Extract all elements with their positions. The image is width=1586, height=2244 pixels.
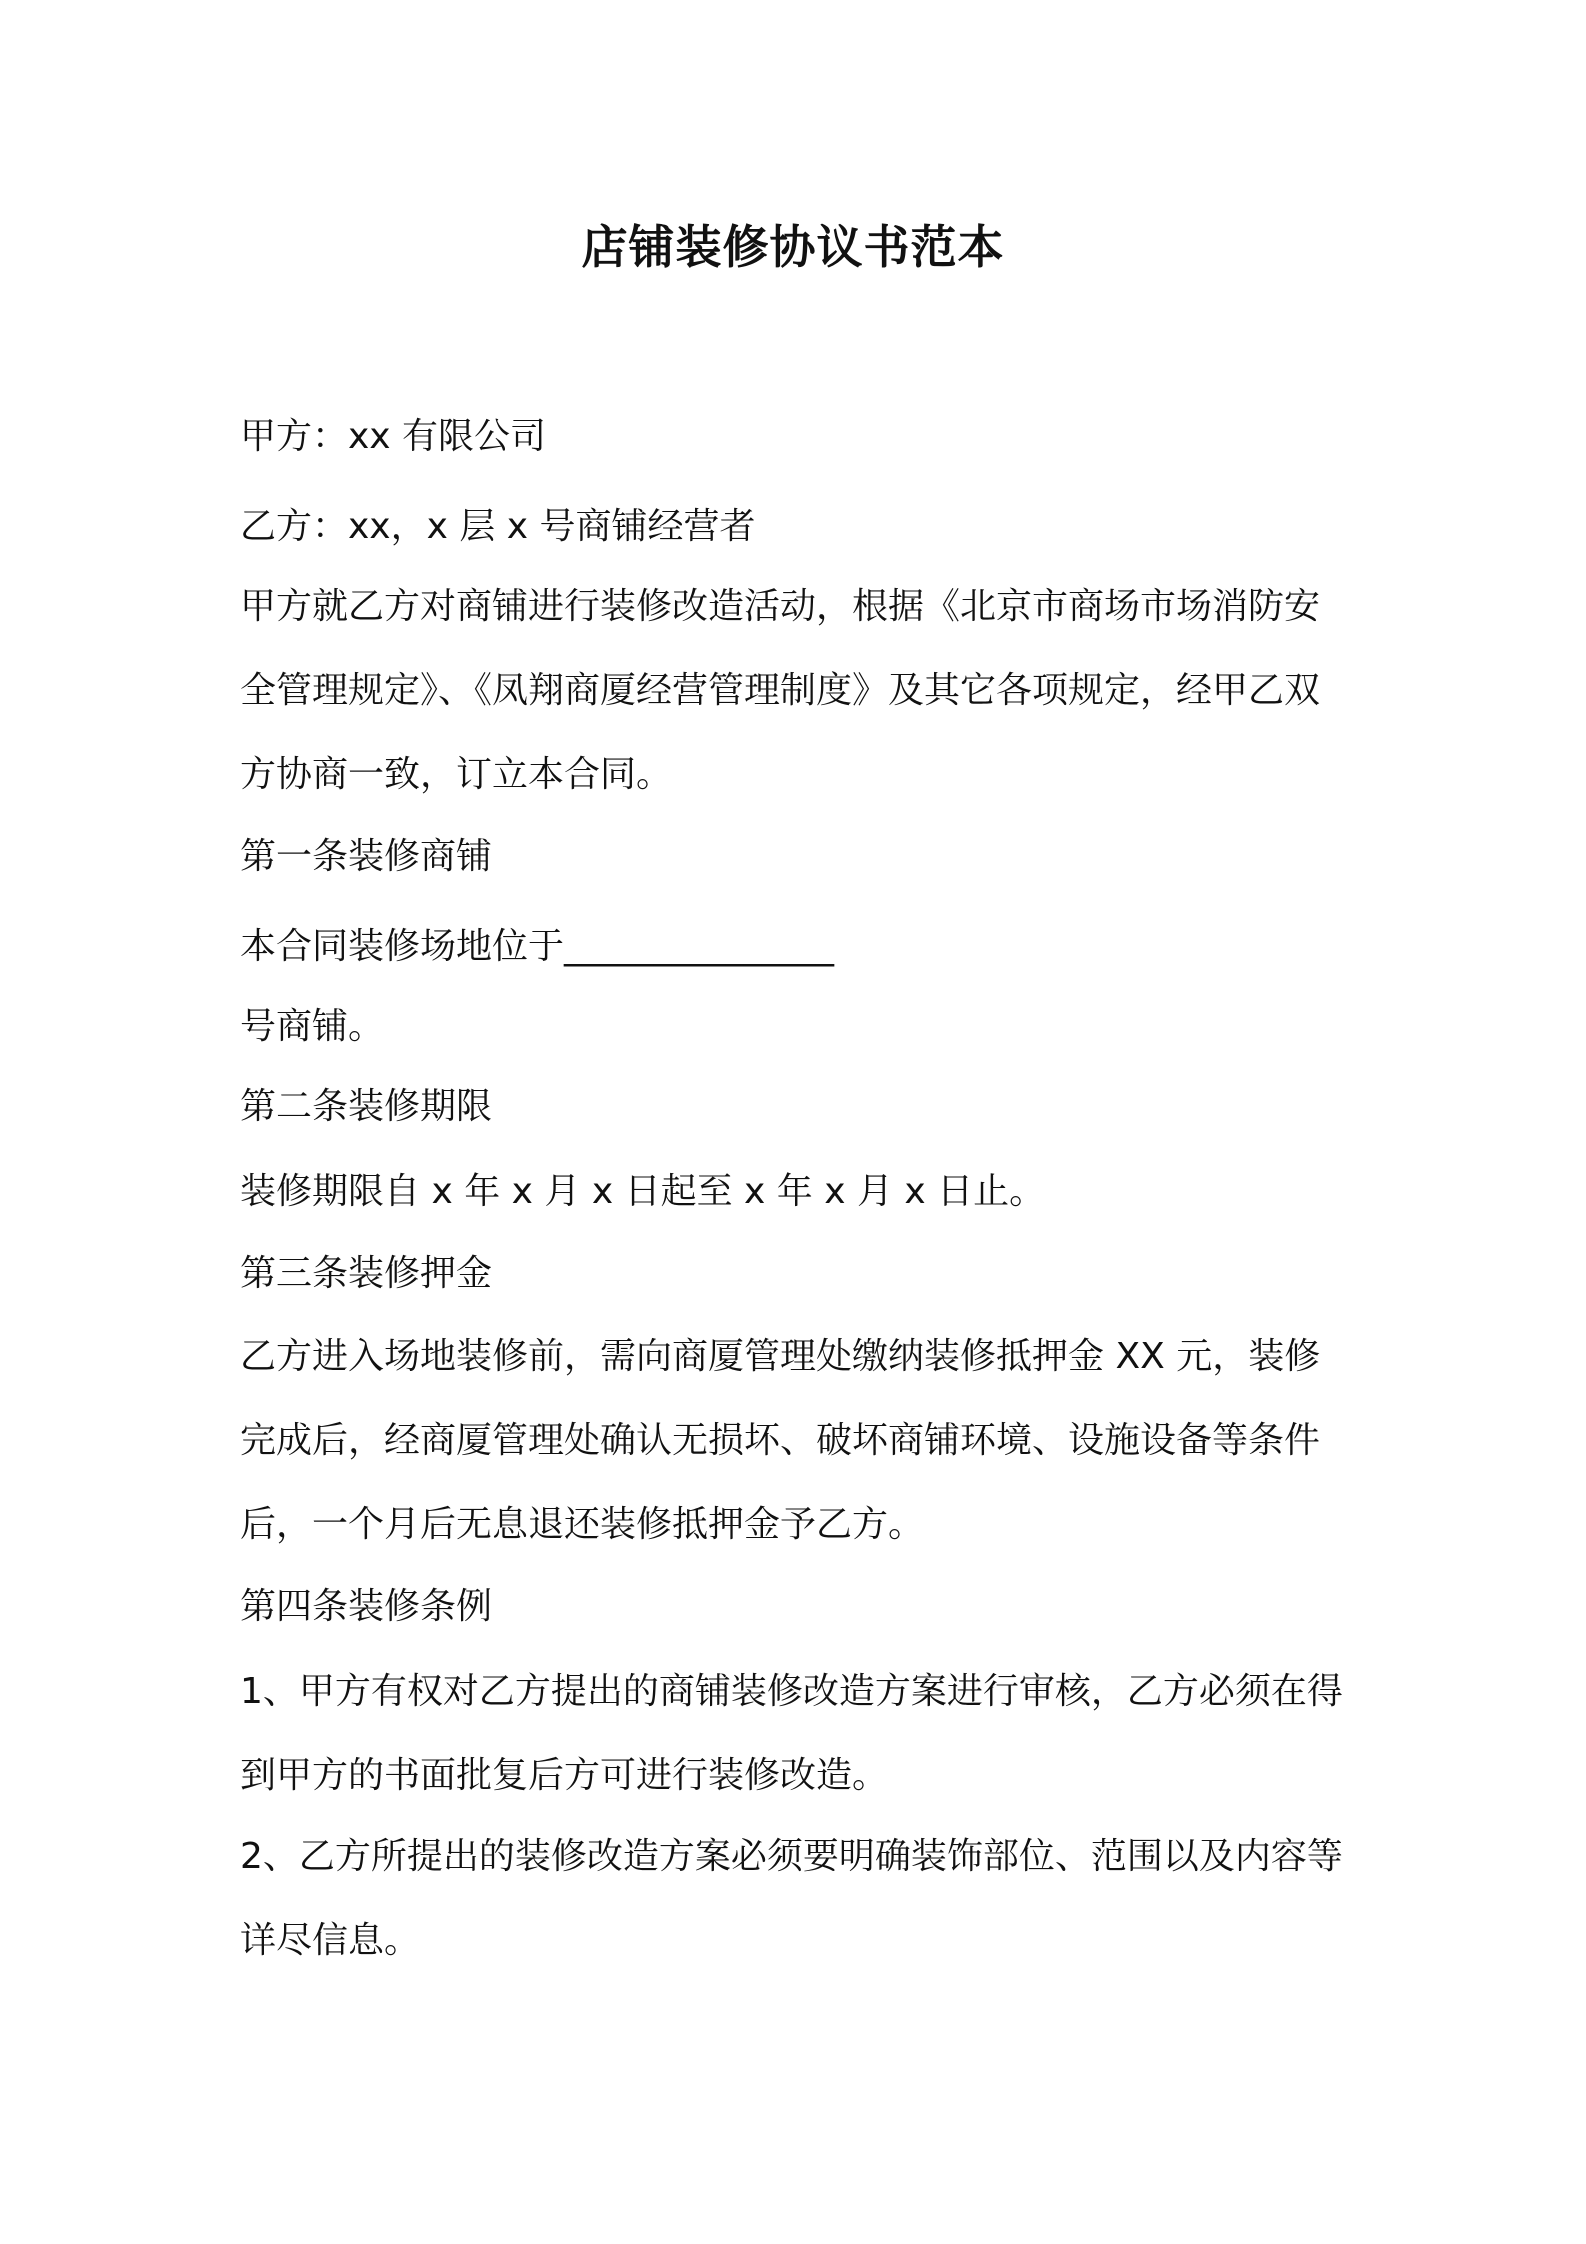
party-b: 乙方：xx，x 层 x 号商铺经营者: [240, 506, 756, 547]
article-2-heading: 第二条装修期限: [240, 1086, 493, 1127]
article-3-body: 乙方进入场地装修前，需向商厦管理处缴纳装修抵押金 XX 元，装修完成后，经商厦管理处确认无损坏、破坏商铺环境、设施设备等条件后，一个月后无息退还装修抵押金予乙方。: [240, 1336, 1321, 1545]
document-title: 店铺装修协议书范本: [581, 220, 1005, 274]
article-1-heading: 第一条装修商铺: [240, 836, 493, 877]
article-1-line-2: 号商铺。: [240, 1006, 385, 1047]
article-3-heading: 第三条装修押金: [240, 1253, 493, 1294]
preamble: 甲方就乙方对商铺进行装修改造活动，根据《北京市商场市场消防安全管理规定》、《凤翔商厦经营管理制度》及其它各项规定，经甲乙双方协商一致，订立本合同。: [240, 586, 1321, 795]
article-4-heading: 第四条装修条例: [240, 1586, 493, 1627]
article-1-line-1: 本合同装修场地位于_______________: [240, 926, 835, 967]
article-2-body: 装修期限自 x 年 x 月 x 日起至 x 年 x 月 x 日止。: [240, 1171, 1046, 1212]
article-4-item-1: 1、甲方有权对乙方提出的商铺装修改造方案进行审核，乙方必须在得到甲方的书面批复后方可进行装修改造。: [240, 1671, 1343, 1796]
party-a: 甲方：xx 有限公司: [240, 416, 547, 457]
article-4-item-2: 2、乙方所提出的装修改造方案必须要明确装饰部位、范围以及内容等详尽信息。: [240, 1836, 1343, 1961]
